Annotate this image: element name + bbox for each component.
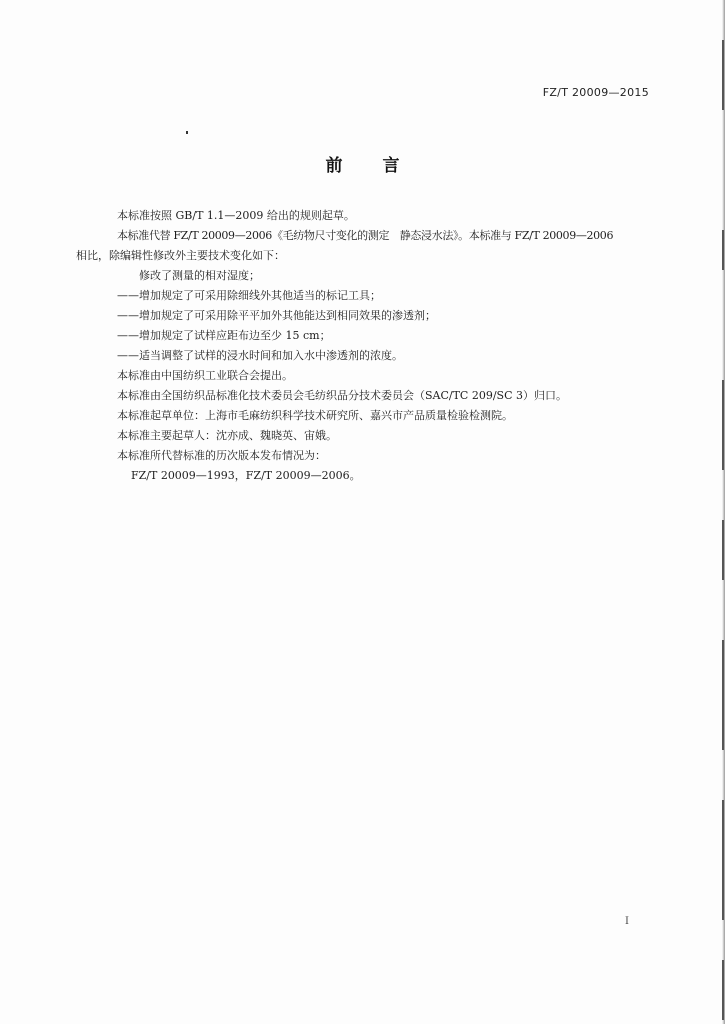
- paragraph-drafting-units: 本标准起草单位：上海市毛麻纺织科学技术研究所、嘉兴市产品质量检验检测院。: [117, 409, 513, 422]
- title-char-2: 言: [382, 156, 400, 176]
- paragraph-history-editions: FZ/T 20009—1993，FZ/T 20009—2006。: [131, 469, 361, 482]
- change-item-humidity: 修改了测量的相对湿度；: [139, 269, 260, 282]
- paragraph-administered-by: 本标准由全国纺织品标准化技术委员会毛纺织品分技术委员会（SAC/TC 209/SC 3）归口。: [117, 389, 567, 402]
- scan-speck: [186, 131, 188, 134]
- paragraph-replaces-cont: 相比，除编辑性修改外主要技术变化如下：: [76, 249, 285, 262]
- change-item-penetrant: ——增加规定了可采用除平平加外其他能达到相同效果的渗透剂；: [117, 309, 436, 322]
- scan-edge-mark: [722, 520, 724, 580]
- change-item-selvage: ——增加规定了试样应距布边至少 15 cm；: [117, 329, 331, 342]
- scan-edge-mark: [722, 230, 724, 270]
- scan-edge-mark: [722, 800, 724, 920]
- paragraph-drafters: 本标准主要起草人：沈亦成、魏晓英、宙娥。: [117, 429, 337, 442]
- scan-edge-mark: [722, 640, 724, 750]
- paragraph-history-intro: 本标准所代替标准的历次版本发布情况为：: [117, 449, 326, 462]
- paragraph-proposed-by: 本标准由中国纺织工业联合会提出。: [117, 369, 293, 382]
- scan-edge-mark: [722, 40, 724, 110]
- change-item-soaking: ——适当调整了试样的浸水时间和加入水中渗透剂的浓度。: [117, 349, 403, 362]
- change-item-marking-tool: ——增加规定了可采用除细线外其他适当的标记工具；: [117, 289, 381, 302]
- standard-number: FZ/T 20009—2015: [542, 86, 649, 99]
- paragraph-replaces: 本标准代替 FZ/T 20009—2006《毛纺物尺寸变化的测定 静态浸水法》。本标准与 FZ/T 20009—2006: [117, 229, 614, 242]
- scan-edge-mark: [722, 960, 724, 1020]
- page-title: [0, 151, 725, 176]
- paragraph-drafting-rules: 本标准按照 GB/T 1.1—2009 给出的规则起草。: [117, 209, 355, 222]
- page-number: I: [625, 916, 629, 927]
- scan-edge-mark: [722, 380, 724, 470]
- title-char-1: 前: [325, 156, 343, 176]
